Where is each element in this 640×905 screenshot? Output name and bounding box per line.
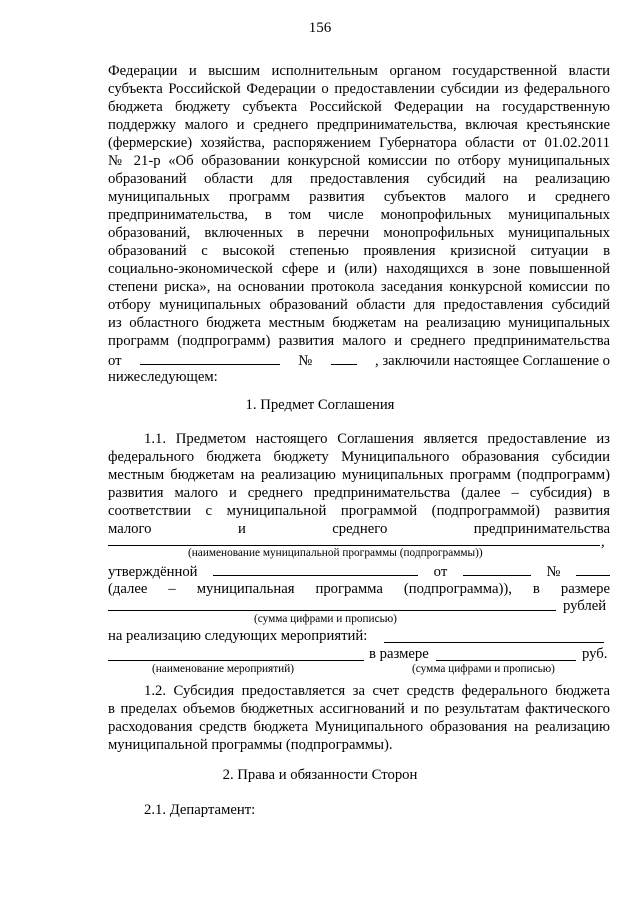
text-line: поддержку малого и среднего предпринимательства, включая крестьянские bbox=[108, 117, 610, 133]
agreement-date-line bbox=[108, 350, 610, 370]
text-line: 1.2. Субсидия предоставляется за счет средств федерального бюджета bbox=[144, 683, 610, 699]
text-line: нижеследующем: bbox=[108, 369, 218, 385]
approved-ot-label: от bbox=[433, 564, 448, 580]
text-line: 1.1. Предметом настоящего Соглашения является предоставление из bbox=[144, 431, 610, 447]
rubles-label: рублей bbox=[563, 598, 607, 614]
section-1-title: 1. Предмет Соглашения bbox=[245, 397, 395, 413]
text-line: расходования средств бюджета Муниципального образования на реализацию bbox=[108, 719, 610, 735]
text-line: социально-экономической сфере и (или) находящихся в зоне повышенной bbox=[108, 261, 610, 277]
program-name-blank bbox=[108, 545, 600, 546]
text-line: из областного бюджета местным бюджетам на реализацию муниципальных bbox=[108, 315, 610, 331]
agreement-date-line-rest: , заключили настоящее Соглашение о bbox=[375, 353, 610, 369]
number-label: № bbox=[298, 353, 313, 369]
sum-blank bbox=[108, 610, 556, 611]
text-line: образований, включенных в перечни монопрофильных муниципальных bbox=[108, 225, 610, 241]
text-line: № 21-р «Об образовании конкурсной комиссии по отбору муниципальных bbox=[108, 153, 610, 169]
text-line: субъекта Российской Федерации о предоставлении субсидии из федерального bbox=[108, 81, 610, 97]
measures-blank bbox=[384, 642, 604, 643]
date-blank bbox=[140, 350, 280, 365]
text-line: (далее – муниципальная программа (подпрограмма)), в размере bbox=[108, 581, 610, 597]
text-line: местным бюджетам на реализацию муниципальных программ (подпрограмм) bbox=[108, 467, 610, 483]
section-2-title: 2. Права и обязанности Сторон bbox=[222, 767, 418, 783]
approved-label: утверждённой bbox=[108, 564, 198, 580]
measures-sum-blank bbox=[436, 660, 576, 661]
text-line: малого и среднего предпринимательства bbox=[108, 521, 610, 537]
measures-name-blank bbox=[108, 660, 364, 661]
approved-by-blank bbox=[213, 562, 418, 576]
rub-label: руб. bbox=[582, 646, 608, 662]
text-line: (фермерские) хозяйства, распоряжением Губернатора области от 01.02.2011 bbox=[108, 135, 610, 151]
text-line: федерального бюджета бюджету Муниципального образования субсидии bbox=[108, 449, 610, 465]
text-line: предпринимательства, в том числе монопрофильных муниципальных bbox=[108, 207, 610, 223]
text-line: программ (подпрограмм) развития малого и среднего предпринимательства bbox=[108, 333, 610, 349]
approved-number-blank bbox=[576, 562, 610, 576]
text-line: развития малого и среднего предпринимательства (далее – субсидия) в bbox=[108, 485, 610, 501]
text-line: муниципальной программы (подпрограммы). bbox=[108, 737, 393, 753]
text-line: муниципальных программ развития субъектов малого и среднего bbox=[108, 189, 610, 205]
in-amount-label: в размере bbox=[369, 646, 429, 662]
comma: , bbox=[601, 534, 605, 550]
text-line: отбору муниципальных образований области для предоставления субсидий bbox=[108, 297, 610, 313]
text-line: Федерации и высшим исполнительным органом государственной власти bbox=[108, 63, 610, 79]
caption-program-name: (наименование муниципальной программы (подпрограммы)) bbox=[188, 547, 483, 559]
approved-no-label: № bbox=[546, 564, 561, 580]
text-line: соответствии с муниципальной программой (подпрограммой) развития bbox=[108, 503, 610, 519]
item-2-1: 2.1. Департамент: bbox=[144, 802, 256, 818]
measures-label: на реализацию следующих мероприятий: bbox=[108, 628, 368, 644]
text-line: образований с высокой степенью проявления кризисной ситуации в bbox=[108, 243, 610, 259]
text-line: степени риска», на основании протокола заседания конкурсной комиссии по bbox=[108, 279, 610, 295]
number-blank bbox=[331, 350, 357, 365]
caption-sum: (сумма цифрами и прописью) bbox=[254, 613, 397, 625]
text-line: образований области для предоставления субсидий на реализацию bbox=[108, 171, 610, 187]
ot-label: от bbox=[108, 353, 122, 369]
text-line: в пределах объемов бюджетных ассигнований и по результатам фактического bbox=[108, 701, 610, 717]
page-number: 156 bbox=[308, 20, 332, 36]
caption-measures: (наименование мероприятий) bbox=[152, 663, 295, 675]
approved-date-blank bbox=[463, 562, 531, 576]
caption-sum-2: (сумма цифрами и прописью) bbox=[412, 663, 555, 675]
approval-line bbox=[108, 562, 610, 581]
text-line: бюджета бюджету субъекта Российской Федерации на государственную bbox=[108, 99, 610, 115]
